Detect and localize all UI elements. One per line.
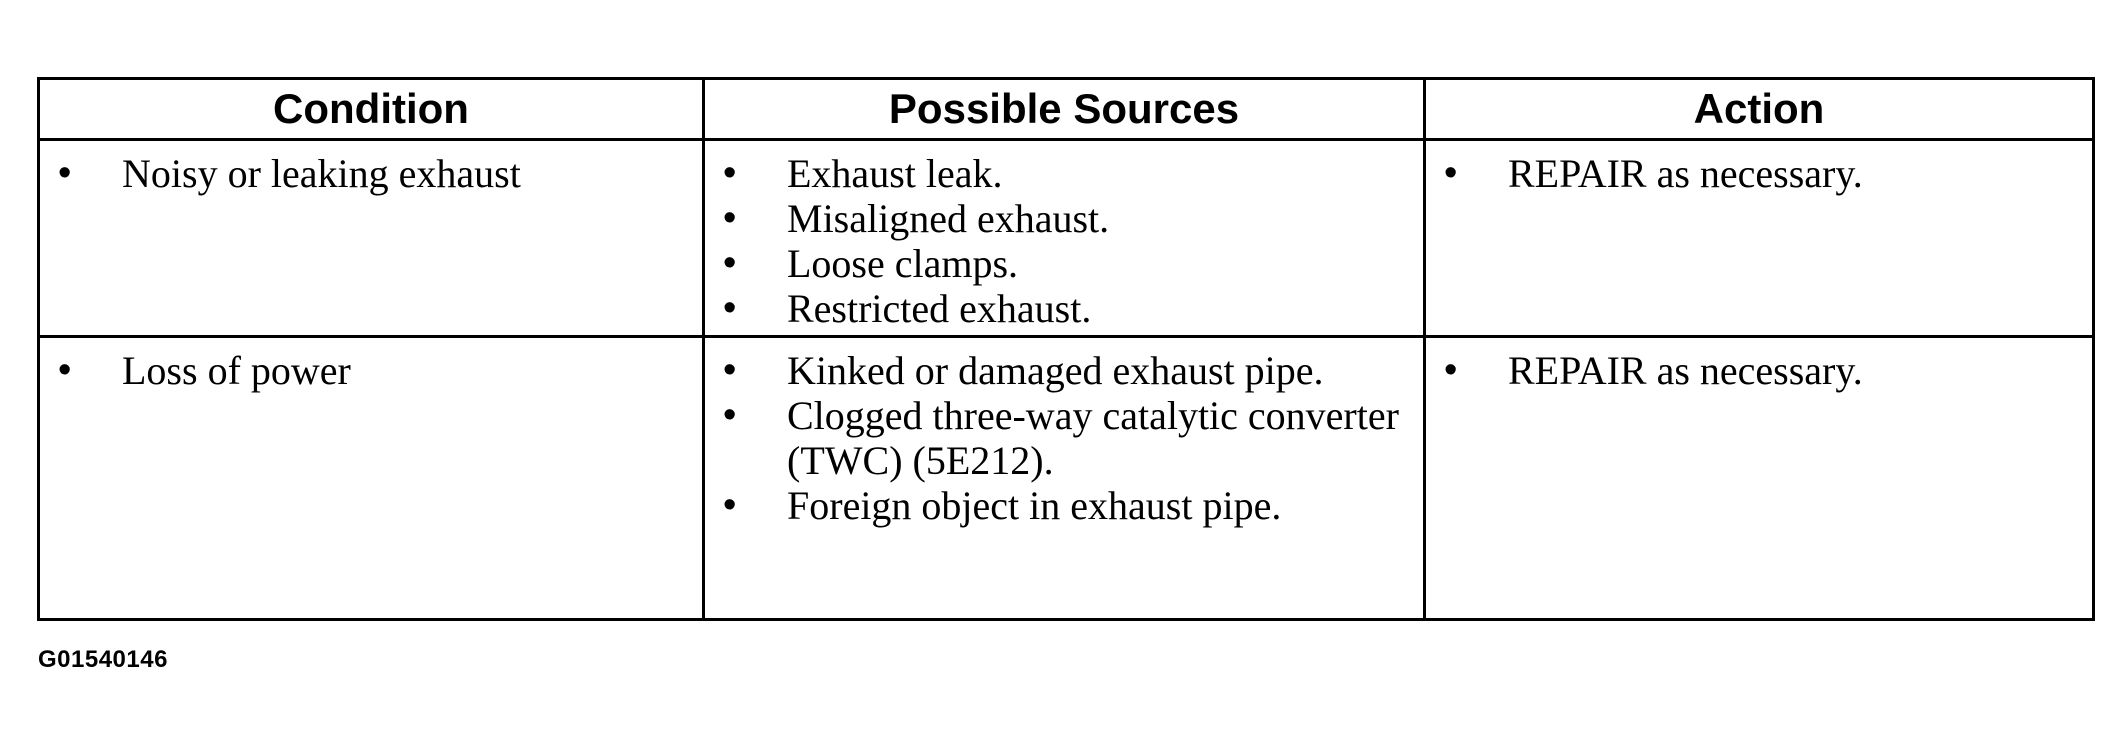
- sources-list: [705, 141, 1423, 331]
- list-item: [40, 151, 702, 196]
- condition-list: [40, 338, 702, 393]
- source-text: Restricted exhaust.: [787, 286, 1092, 331]
- list-item: [705, 393, 1423, 483]
- source-text: Loose clamps.: [787, 241, 1019, 286]
- action-list: [1426, 141, 2092, 196]
- bullet-icon: •: [723, 152, 737, 194]
- condition-text: Loss of power: [122, 348, 351, 393]
- bullet-icon: •: [723, 242, 737, 284]
- condition-list: [40, 141, 702, 196]
- source-text: Foreign object in exhaust pipe.: [787, 483, 1282, 528]
- table-row: [39, 140, 2094, 337]
- sources-cell: [704, 140, 1425, 337]
- diagnosis-table: [37, 77, 2095, 621]
- action-cell: [1425, 337, 2094, 620]
- list-item: [705, 196, 1423, 241]
- condition-cell: [39, 337, 704, 620]
- header-condition: Condition: [39, 79, 704, 140]
- bullet-icon: •: [723, 349, 737, 391]
- bullet-icon: •: [723, 394, 737, 436]
- list-item: [705, 286, 1423, 331]
- table-row: [39, 337, 2094, 620]
- header-action: Action: [1425, 79, 2094, 140]
- bullet-icon: •: [723, 484, 737, 526]
- figure-id: G01540146: [38, 646, 168, 673]
- bullet-icon: •: [1444, 152, 1458, 194]
- action-text: REPAIR as necessary.: [1508, 151, 1863, 196]
- list-item: [705, 348, 1423, 393]
- bullet-icon: •: [58, 349, 72, 391]
- list-item: [1426, 348, 2092, 393]
- source-text: Kinked or damaged exhaust pipe.: [787, 348, 1324, 393]
- action-cell: [1425, 140, 2094, 337]
- bullet-icon: •: [723, 197, 737, 239]
- condition-text: Noisy or leaking exhaust: [122, 151, 521, 196]
- action-list: [1426, 338, 2092, 393]
- source-text: Exhaust leak.: [787, 151, 1003, 196]
- list-item: [705, 151, 1423, 196]
- list-item: [40, 348, 702, 393]
- bullet-icon: •: [723, 287, 737, 329]
- sources-list: [705, 338, 1423, 528]
- condition-cell: [39, 140, 704, 337]
- bullet-icon: •: [1444, 349, 1458, 391]
- source-text: Clogged three-way catalytic converter (TWC) (5E212).: [787, 393, 1399, 483]
- list-item: [1426, 151, 2092, 196]
- list-item: [705, 241, 1423, 286]
- sources-cell: [704, 337, 1425, 620]
- header-row: [39, 79, 2094, 140]
- list-item: [705, 483, 1423, 528]
- bullet-icon: •: [58, 152, 72, 194]
- header-possible-sources: Possible Sources: [704, 79, 1425, 140]
- action-text: REPAIR as necessary.: [1508, 348, 1863, 393]
- source-text: Misaligned exhaust.: [787, 196, 1110, 241]
